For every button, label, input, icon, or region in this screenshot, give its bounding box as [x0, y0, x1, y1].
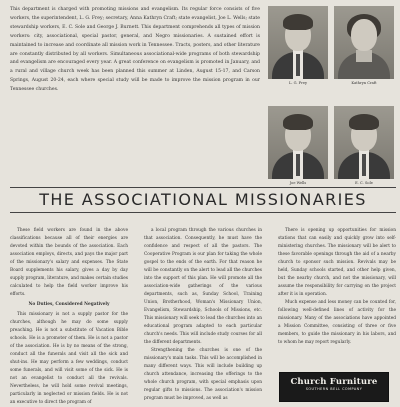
church-furniture-ad	[279, 372, 389, 402]
paragraph: a local program through the various churches in that association. Consequently, he must have the confidence and respect of all the pastors. The Cooperative Program is our plan for taking the whole gospel to the ends of the earth. For that reason he will be constantly on the alert to lead all the churches into the support of this plan. He will promote all the association-wide gatherings of the various departments, such as, Sunday School, Training Union, Brotherhood, Woman's Missionary Union, Evangelism, Stewardship, Schools of Missions, etc. This missionary will seek to lead the churches into an educational program adapted to each particular church's needs. This will include study courses for all the different departments.	[144, 228, 262, 345]
photo-caption: Kathryn Craft	[351, 81, 377, 85]
portrait-photo	[268, 6, 328, 79]
paragraph: Much expense and less money can be counted for, following well-defined lines of activity for the missionary. Many of the associations have appointed a Mission Committee, consisting of three or five members, to guide the missionary in his labors, and to whom he may report regularly.	[278, 300, 396, 345]
section-title: THE ASSOCIATIONAL MISSIONARIES	[39, 190, 367, 209]
article-column-3	[278, 227, 396, 347]
photo-caption: L. G. Frey	[288, 81, 308, 85]
intro-paragraph: This department is charged with promoting missions and evangelism. Its regular force consists of five workers, the superintendent, L. G. Frey; secretary, Anna Kathryn Craft; state evangelist, Joe L. Wells; state stewardship workers, E. C. Sole and George J. Burnett. This department comprehends all types of mission workers: city, associational, special pastor, general, and Negro missionaries. A sustained effort is maintained to increase and coordinate all mission work in Tennessee. Tracts, posters, and other literature are constantly distributed by all workers. Simultaneous associational-wide programs of both stewardship and evangelism are encouraged every year. A great conference on evangelism is promoted in January, and a rural and village church week has been planned this summer at Linden, August 15-17, and Carson Springs, August 20-24, each where special study will be made to improve the mission program in our Tennessee churches.	[10, 7, 260, 93]
staff-photo-grid	[262, 6, 396, 204]
photo-caption: E. C. Sole	[355, 181, 373, 185]
paragraph: This missionary is not a supply pastor for the churches, although he may do some supply preaching. He is not a substitute of Vacation Bible schools. He is a promoter of them. He is not a pastor of the association. He is by no means of the strong, conduct all the funerals and visit all the sick and shut-ins. He may perform a few weddings, conduct some funerals, and will visit some of the sick. He is not an evangelist to conduct all the revivals. Nevertheless, he will hold some revival meetings, particularly in neglected or mission fields. He is not an executive to direct the program of	[10, 312, 128, 405]
subheading: No Duties, Considered Negatively	[28, 302, 110, 307]
article-column-2	[144, 227, 262, 403]
photo-caption: Joe Wells	[289, 181, 307, 185]
paragraph: There is opening up opportunities for mission stations that can easily and quickly grow into self-ministering churches. The missionary will be alert to these favorable openings through the aid of a nearby church to sponsor such mission. Revivals may be held, Sunday schools started, and other help given, but the nearby church, and not the missionary, will assume the responsibility for carrying on the project after it is in operation.	[278, 228, 396, 297]
paragraph: These field workers are found in the above classifications because all of their energies are devoted within the bounds of the association. Each association employs, directs, and pays the major part of the missionary's salary and expenses. The State Board supplements his salary, gives a day by day supply program, literature, and makes certain studies calculated to help the field worker improve his efforts.	[10, 228, 128, 297]
intro-text-block	[10, 6, 260, 95]
ad-subtitle: SOUTHERN BELL COMPANY	[305, 387, 363, 391]
title-rule-bottom	[10, 212, 396, 213]
paragraph: Strengthening the churches is one of the missionary's main tasks. This will be accomplished in many different ways. This will include building up church attendance, increasing the offerings to the whole church program, with special emphasis upon regular gifts to missions. The association's mission program must be improved, as well as	[144, 348, 262, 401]
portrait-photo	[268, 106, 328, 179]
ad-title: Church Furniture	[290, 377, 378, 387]
portrait-photo	[334, 6, 394, 79]
article-column-1	[10, 227, 128, 407]
portrait-photo	[334, 106, 394, 179]
